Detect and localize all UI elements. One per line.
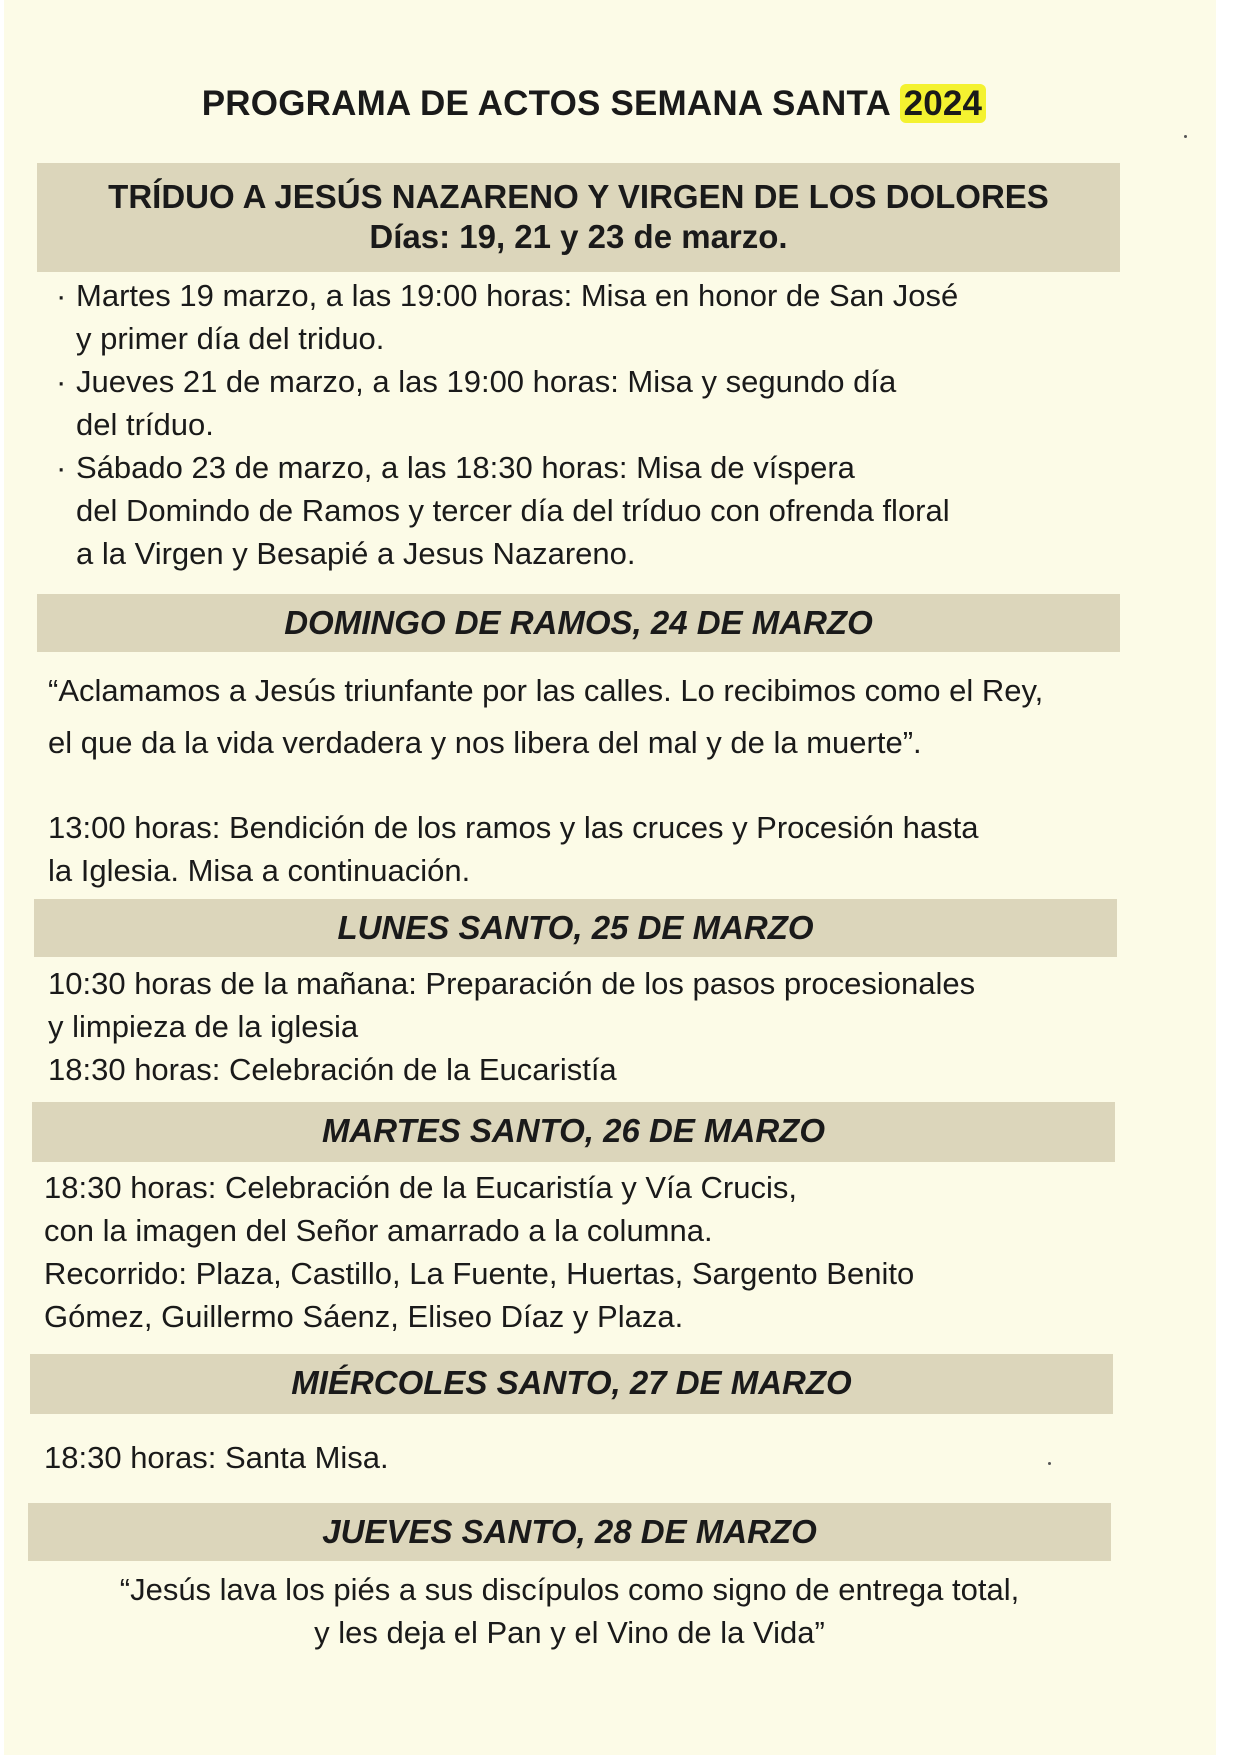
martes-line: Gómez, Guillermo Sáenz, Eliseo Díaz y Plaza. (44, 1299, 684, 1334)
triduo-header (37, 163, 1120, 272)
triduo-subheading: Días: 19, 21 y 23 de marzo. (369, 218, 788, 255)
triduo-item-line: del Domindo de Ramos y tercer día del tríduo con ofrenda floral (76, 493, 950, 528)
miercoles-header: MIÉRCOLES SANTO, 27 DE MARZO (30, 1354, 1113, 1414)
domingo-line: la Iglesia. Misa a continuación. (48, 853, 471, 888)
triduo-item (48, 274, 1148, 360)
jueves-header: JUEVES SANTO, 28 DE MARZO (28, 1503, 1111, 1561)
jueves-body (28, 1568, 1111, 1654)
domingo-quote-line: el que da la vida verdadera y nos libera del mal y de la muerte”. (48, 725, 922, 760)
triduo-item (48, 446, 1148, 575)
lunes-body (48, 962, 1158, 1091)
domingo-header: DOMINGO DE RAMOS, 24 DE MARZO (37, 594, 1120, 652)
martes-header: MARTES SANTO, 26 DE MARZO (32, 1102, 1115, 1162)
title-text: PROGRAMA DE ACTOS SEMANA SANTA (201, 84, 890, 123)
domingo-line: 13:00 horas: Bendición de los ramos y las cruces y Procesión hasta (48, 810, 979, 845)
domingo-body (48, 665, 1158, 892)
triduo-item-line: · Jueves 21 de marzo, a las 19:00 horas: Misa y segundo día (76, 364, 897, 399)
lunes-header: LUNES SANTO, 25 DE MARZO (34, 899, 1117, 957)
lunes-line: 10:30 horas de la mañana: Preparación de los pasos procesionales (48, 966, 976, 1001)
triduo-item (48, 360, 1148, 446)
martes-body (44, 1166, 1154, 1338)
miercoles-body (44, 1436, 1154, 1479)
triduo-item-line: · Sábado 23 de marzo, a las 18:30 horas: Misa de víspera (76, 450, 855, 485)
triduo-item-line: · Martes 19 marzo, a las 19:00 horas: Misa en honor de San José (76, 278, 959, 313)
page-title (4, 84, 1184, 124)
program-sheet (4, 0, 1216, 1755)
triduo-item-line: del tríduo. (76, 407, 214, 442)
domingo-quote-line: “Aclamamos a Jesús triunfante por las calles. Lo recibimos como el Rey, (48, 673, 1044, 708)
jueves-line: y les deja el Pan y el Vino de la Vida” (314, 1615, 825, 1650)
scan-speck (1048, 1462, 1051, 1465)
triduo-item-line: a la Virgen y Besapié a Jesus Nazareno. (76, 536, 636, 571)
jueves-line: “Jesús lava los piés a sus discípulos como signo de entrega total, (119, 1572, 1020, 1607)
scan-speck (1184, 135, 1187, 138)
title-year-highlight: 2024 (900, 84, 987, 123)
lunes-line: y limpieza de la iglesia (48, 1009, 359, 1044)
martes-line: Recorrido: Plaza, Castillo, La Fuente, Huertas, Sargento Benito (44, 1256, 915, 1291)
triduo-list (48, 274, 1148, 575)
triduo-item-line: y primer día del triduo. (76, 321, 385, 356)
triduo-heading: TRÍDUO A JESÚS NAZARENO Y VIRGEN DE LOS DOLORES (108, 178, 1049, 215)
lunes-line: 18:30 horas: Celebración de la Eucaristía (48, 1052, 617, 1087)
martes-line: con la imagen del Señor amarrado a la columna. (44, 1213, 713, 1248)
martes-line: 18:30 horas: Celebración de la Eucaristía y Vía Crucis, (44, 1170, 797, 1205)
miercoles-line: 18:30 horas: Santa Misa. (44, 1440, 389, 1475)
